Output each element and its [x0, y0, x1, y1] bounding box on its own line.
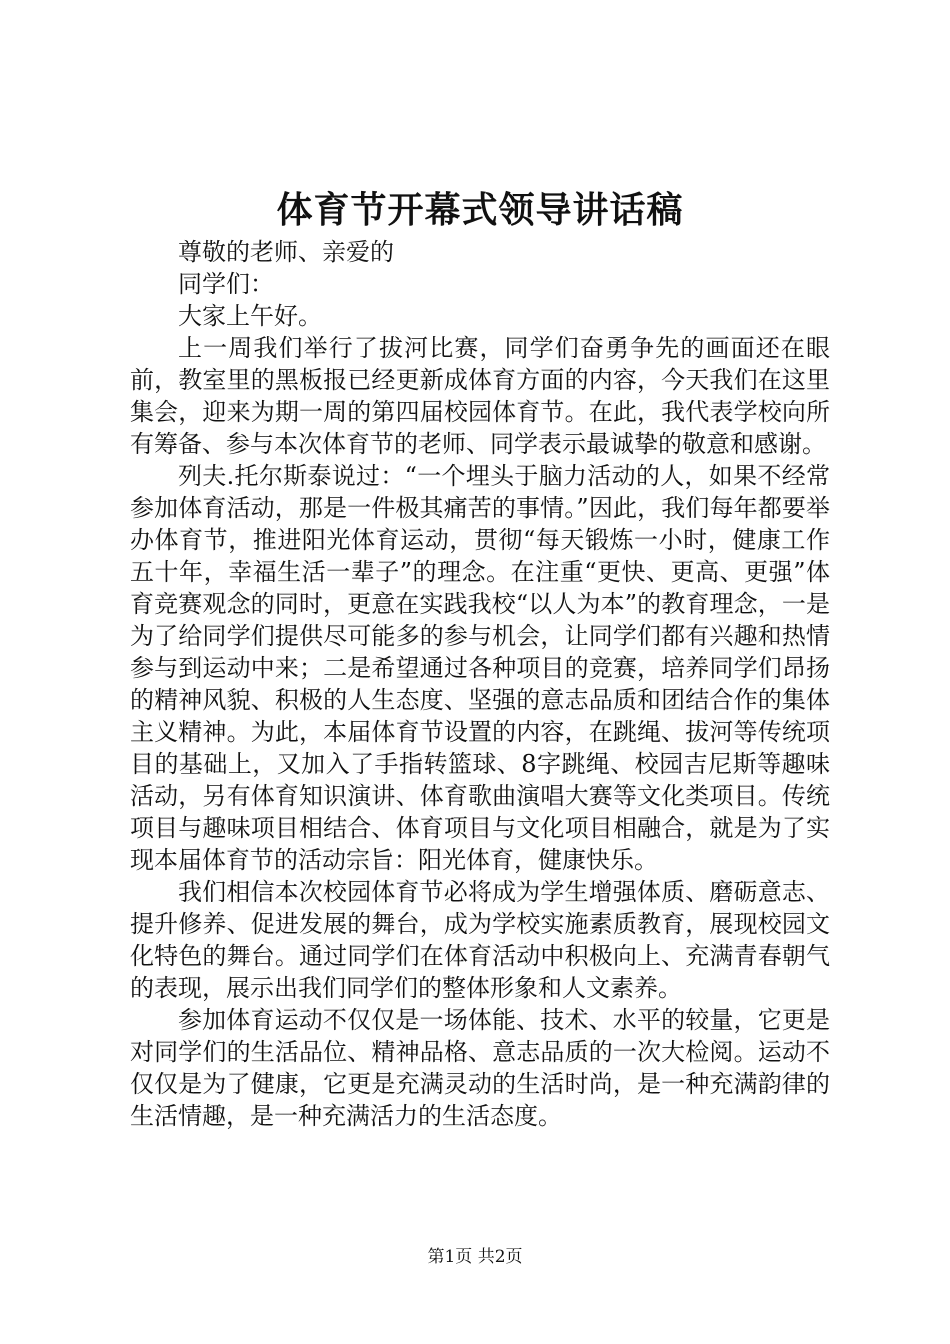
greeting: 大家上午好。: [178, 302, 322, 330]
salutation-line-1: 尊敬的老师、亲爱的: [178, 238, 394, 266]
paragraph: 参加体育运动不仅仅是一场体能、技术、水平的较量，它更是对同学们的生活品位、精神品格、意志品质的一次大检阅。运动不仅仅是为了健康，它更是充满灵动的生活时尚，是一种充满韵律的生活情趣，是一种充满活力的生活态度。: [130, 1006, 830, 1130]
paragraph: 我们相信本次校园体育节必将成为学生增强体质、磨砺意志、提升修养、促进发展的舞台，成为学校实施素质教育，展现校园文化特色的舞台。通过同学们在体育活动中积极向上、充满青春朝气的表现，展示出我们同学们的整体形象和人文素养。: [130, 878, 830, 1002]
document-title: 体育节开幕式领导讲话稿: [276, 189, 684, 231]
document-body: [130, 236, 830, 1132]
paragraph: 列夫.托尔斯泰说过：“一个埋头于脑力活动的人，如果不经常参加体育活动，那是一件极其痛苦的事情。”因此，我们每年都要举办体育节，推进阳光体育运动，贯彻“每天锻炼一小时，健康工作五十年，幸福生活一辈子”的理念。在注重“更快、更高、更强”体育竞赛观念的同时，更意在实践我校“以人为本”的教育理念，一是为了给同学们提供尽可能多的参与机会，让同学们都有兴趣和热情参与到运动中来；二是希望通过各种项目的竞赛，培养同学们昂扬的精神风貌、积极的人生态度、坚强的意志品质和团结合作的集体主义精神。为此，本届体育节设置的内容，在跳绳、拔河等传统项目的基础上，又加入了手指转篮球、8字跳绳、校园吉尼斯等趣味活动，另有体育知识演讲、体育歌曲演唱大赛等文化类项目。传统项目与趣味项目相结合、体育项目与文化项目相融合，就是为了实现本届体育节的活动宗旨：阳光体育，健康快乐。: [130, 462, 830, 874]
salutation-line-2: 同学们：: [178, 270, 274, 298]
page-number-footer: 第1页 共2页: [427, 1247, 523, 1267]
paragraph: 上一周我们举行了拔河比赛，同学们奋勇争先的画面还在眼前，教室里的黑板报已经更新成体育方面的内容，今天我们在这里集会，迎来为期一周的第四届校园体育节。在此，我代表学校向所有筹备、参与本次体育节的老师、同学表示最诚挚的敬意和感谢。: [130, 334, 830, 458]
